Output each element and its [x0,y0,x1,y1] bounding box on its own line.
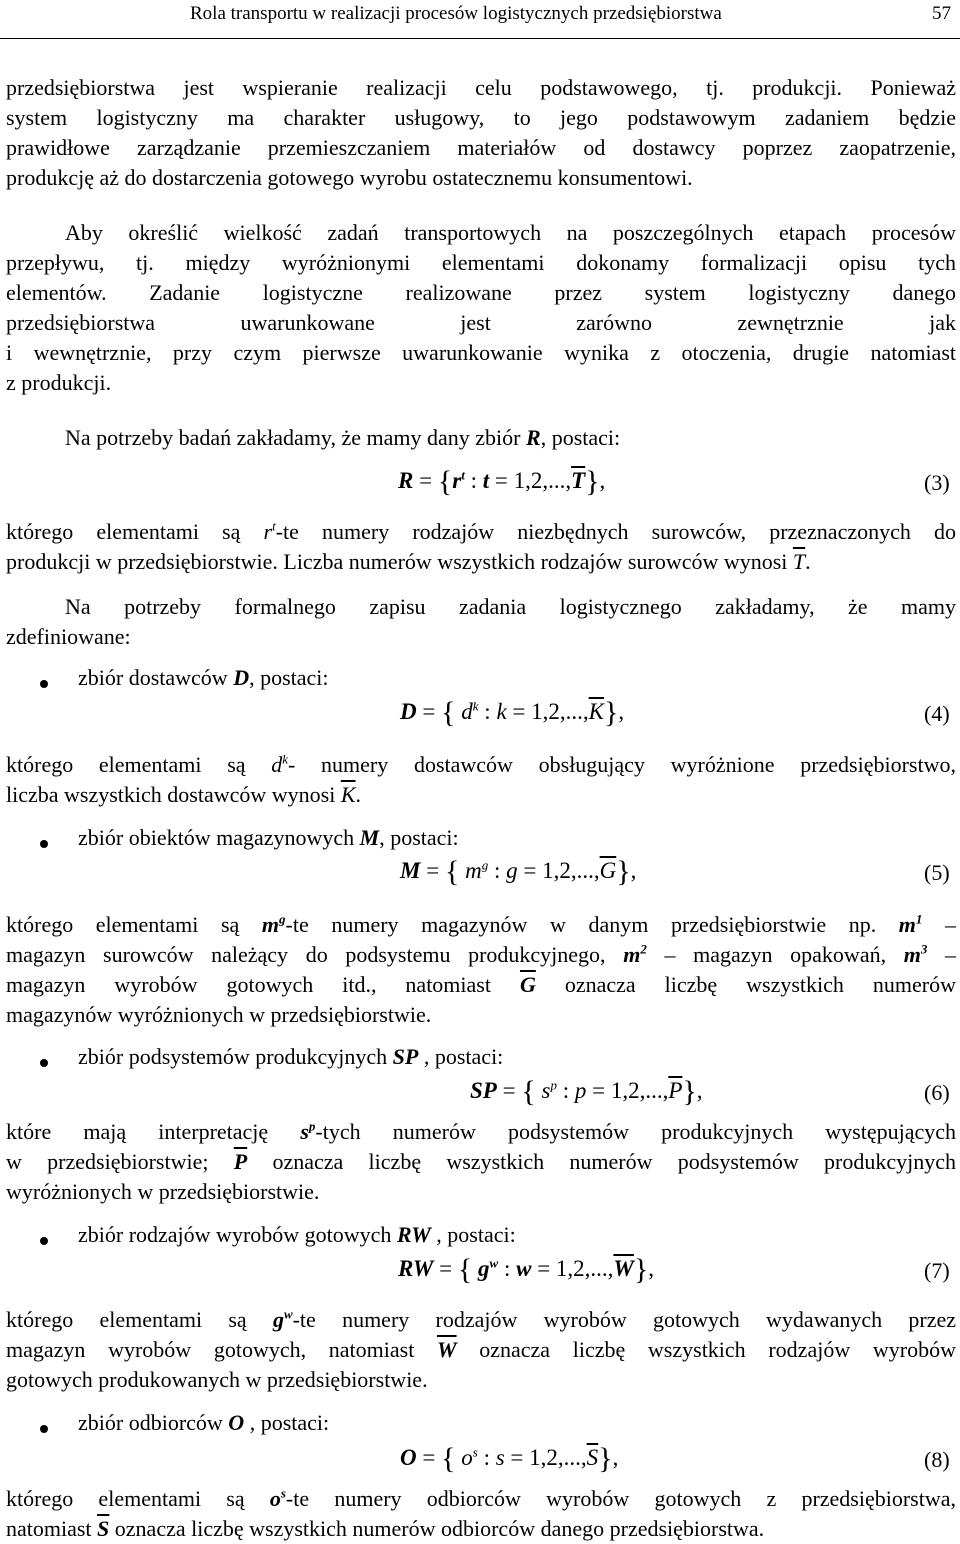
equation-number: (6) [924,1080,950,1105]
equation-number: (5) [924,860,950,885]
paragraph-line: magazyn wyrobów gotowych, natomiast $\overline{W}$ oznacza liczbę wszystkich rodzajów wyrobów [6,1337,956,1362]
equation-5: M = { $m^g$ : $g = 1,2,...,\overline{G}$}, [400,855,637,888]
equation-number: (3) [924,470,950,495]
paragraph-line: przedsiębiorstwa jest wspieranie realizacji celu podstawowego, tj. produkcji. Ponieważ [6,75,956,100]
paragraph-line: system logistyczny ma charakter usługowy, to jego podstawowym zadaniem będzie [6,105,956,130]
paragraph-line: przepływu, tj. między wyróżnionymi elementami dokonamy formalizacji opisu tych [6,250,956,275]
paragraph-line: natomiast $\overline{S}$ oznacza liczbę wszystkich numerów odbiorców danego przedsiębiorstwa. [6,1516,765,1541]
bullet [40,680,48,688]
paragraph-line: Na potrzeby formalnego zapisu zadania logistycznego zakładamy, że mamy [65,594,956,619]
set-symbol: R [526,425,541,450]
paragraph-line: w przedsiębiorstwie; $\overline{P}$ oznacza liczbę wszystkich numerów podsystemów produkcyjnych [6,1149,957,1174]
paragraph-line: Na potrzeby badań zakładamy, że mamy dany zbiór R, postaci: [65,425,621,450]
equation-7: RW = { $g^w$ : $w = 1,2,...,\overline{W}$}, [398,1253,655,1286]
paragraph-line: magazyn wyrobów gotowych itd., natomiast $\overline{G}$ oznacza liczbę wszystkich numerów [6,972,956,997]
bullet [40,1059,48,1067]
paragraph-line: przedsiębiorstwa uwarunkowane jest zarówno zewnętrznie jak [6,310,956,335]
paragraph-line: z produkcji. [6,370,112,395]
bullet-item: zbiór obiektów magazynowych M, postaci: [78,825,459,850]
equation-4: D = { $d^k$ : $k = 1,2,...,\overline{K}$}, [400,696,625,729]
paragraph-line: produkcji w przedsiębiorstwie. Liczba numerów wszystkich rodzajów surowców wynosi $\overline{T}$. [6,549,811,574]
paragraph-line: którego elementami są $g^w-te$ numery rodzajów wyrobów gotowych wydawanych przez [6,1306,956,1332]
paragraph-line: liczba wszystkich dostawców wynosi $\overline{K}$. [6,782,362,807]
paragraph-line: wyróżnionych w przedsiębiorstwie. [6,1179,320,1204]
equation-8: O = { $o^s$ : $s = 1,2,...,\overline{S}$}, [400,1442,619,1475]
equation-3: $R = \{r^t$ : $t = 1,2,...,\overline{T}$}, [398,465,606,498]
paragraph-line: produkcję aż do dostarczenia gotowego wyrobu ostatecznemu konsumentowi. [6,165,693,190]
bullet-item: zbiór rodzajów wyrobów gotowych RW , postaci: [78,1222,516,1247]
equation-number: (7) [924,1258,950,1283]
equation-number: (4) [924,701,950,726]
paragraph-line: które mają interpretację $s^p$-tych numerów podsystemów produkcyjnych występujących [6,1118,956,1144]
paragraph-line: zdefiniowane: [6,624,131,649]
running-title: Rola transportu w realizacji procesów logistycznych przedsiębiorstwa [190,3,722,24]
bullet [40,1237,48,1245]
paragraph-line: i wewnętrznie, przy czym pierwsze uwarunkowanie wynika z otoczenia, drugie natomiast [6,340,956,365]
page-number: 57 [932,3,951,24]
running-header [0,0,960,39]
paragraph-line: magazyn surowców należący do podsystemu produkcyjnego, $m^2$ – magazyn opakowań, $m^3$ – [6,941,957,967]
paragraph-line: którego elementami są $m^g-te$ numery magazynów w danym przedsiębiorstwie np. $m^1$ – [6,911,957,937]
paragraph-line: którego elementami są $r^t-te$ numery rodzajów niezbędnych surowców, przeznaczonych do [6,518,956,544]
equation-number: (8) [924,1447,950,1472]
equation-6: SP = { $s^p$ : $p = 1,2,...,\overline{P}$}, [470,1075,703,1108]
paragraph-line: gotowych produkowanych w przedsiębiorstwie. [6,1367,428,1392]
paragraph-line: którego elementami są $o^s-te$ numery odbiorców wyrobów gotowych z przedsiębiorstwa, [6,1485,957,1511]
bullet-item: zbiór odbiorców O , postaci: [78,1410,330,1435]
paragraph-line: Aby określić wielkość zadań transportowych na poszczególnych etapach procesów [65,220,956,245]
bullet [40,840,48,848]
paragraph-line: elementów. Zadanie logistyczne realizowane przez system logistyczny danego [6,280,956,305]
bullet [40,1425,48,1433]
paragraph-line: którego elementami są $d^k-$ numery dostawców obsługujący wyróżnione przedsiębiorstwo, [6,751,956,777]
bullet-item: zbiór podsystemów produkcyjnych SP , postaci: [78,1044,504,1069]
bullet-item: zbiór dostawców D, postaci: [78,665,329,690]
paragraph-line: magazynów wyróżnionych w przedsiębiorstwie. [6,1002,432,1027]
paragraph-line: prawidłowe zarządzanie przemieszczaniem materiałów od dostawcy poprzez zaopatrzenie, [6,135,956,160]
